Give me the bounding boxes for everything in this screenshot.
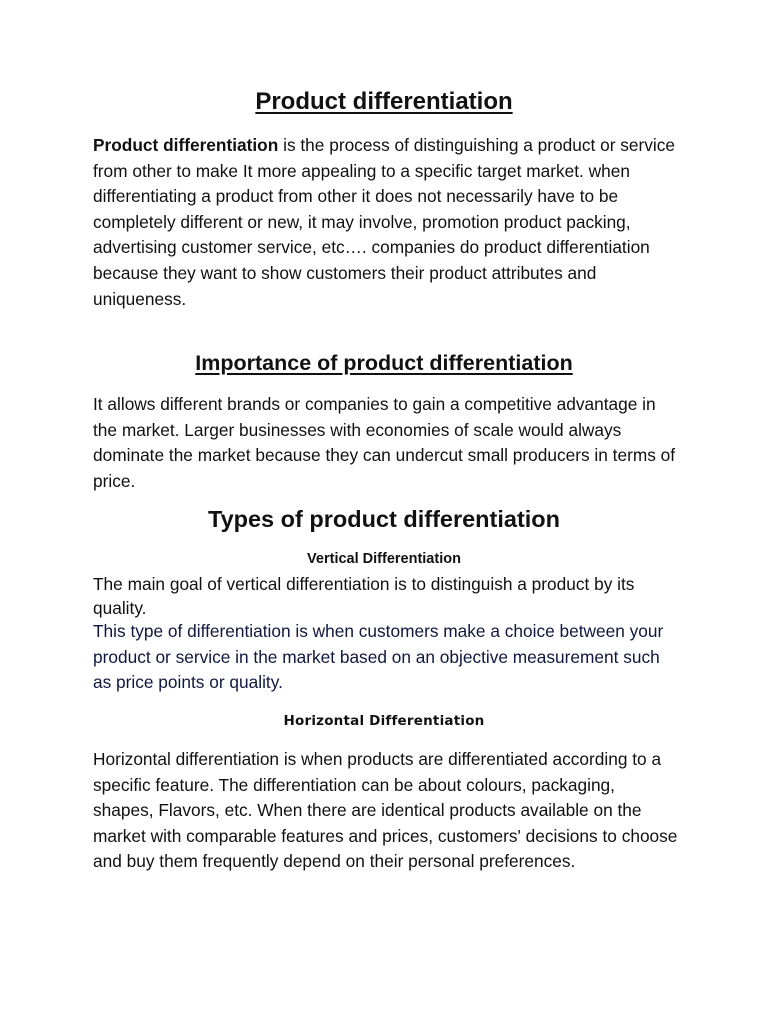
vertical-paragraph-2: This type of differentiation is when customers make a choice between your product or service in the market based on an objective measurement such as price points or quality. xyxy=(93,621,664,693)
intro-lead-term: Product differentiation xyxy=(93,135,279,155)
types-heading: Types of product differentiation xyxy=(207,506,561,532)
horizontal-differentiation-heading: Horizontal Differentiation xyxy=(283,713,485,729)
intro-text: is the process of distinguishing a product or service from other to make It more appealing to a specific target market. when differentiating a product from other it does not necessarily have to be completely different or new, it may involve, promotion product packing, advertising customer service, etc…. companies do product differentiation because they want to show customers their product attributes and uniqueness. xyxy=(93,135,676,309)
importance-paragraph: It allows different brands or companies to gain a competitive advantage in the market. Larger businesses with economies of scale would always dominate the market because they can undercut small producers in terms of price. xyxy=(93,394,676,491)
page-title: Product differentiation xyxy=(255,88,513,115)
vertical-paragraph-1: The main goal of vertical differentiation is to distinguish a product by its quality. xyxy=(93,574,635,618)
importance-heading: Importance of product differentiation xyxy=(195,351,573,375)
vertical-differentiation-heading: Vertical Differentiation xyxy=(307,551,461,567)
horizontal-paragraph: Horizontal differentiation is when products are differentiated according to a specific feature. The differentiation can be about colours, packaging, shapes, Flavors, etc. When there are identical products available on the market with comparable features and prices, customers' decisions to choose and buy them frequently depend on their personal preferences. xyxy=(93,749,678,872)
intro-paragraph xyxy=(93,133,678,312)
